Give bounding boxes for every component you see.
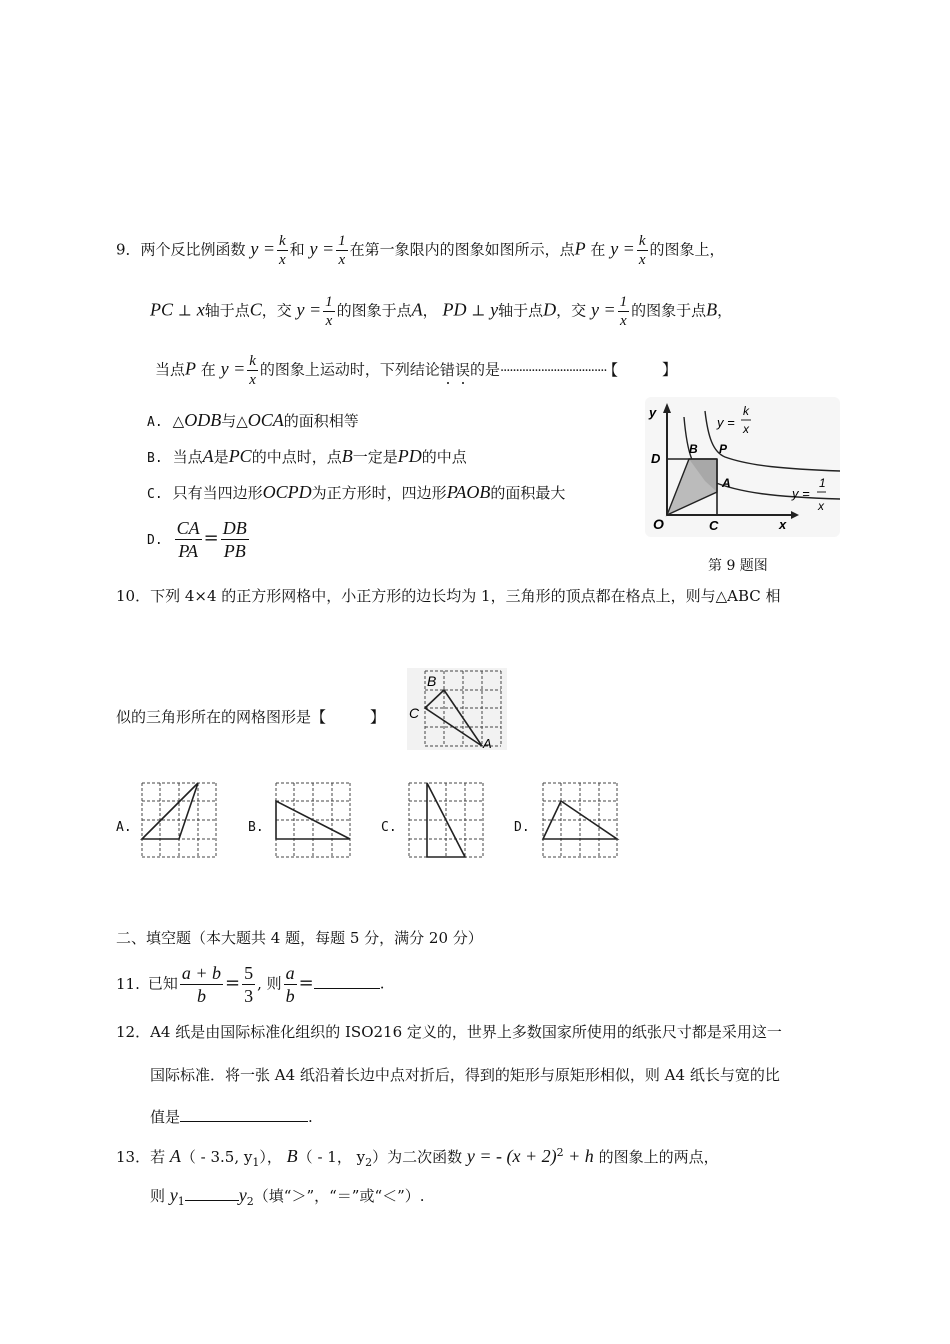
fig-P: P bbox=[719, 442, 728, 456]
ref-label-B: B bbox=[427, 673, 437, 689]
q10-option-c-label[interactable]: C. bbox=[381, 820, 397, 835]
svg-text:y =: y = bbox=[792, 486, 810, 501]
q9-line3: 当点P 在 y = $\frac{k}{x}$ 的图象上运动时，下列结论错误的是·································· 【 】 bbox=[155, 353, 677, 388]
answer-blank[interactable] bbox=[185, 1186, 239, 1201]
q10-reference-figure bbox=[407, 668, 507, 750]
q10-option-a-grid[interactable] bbox=[139, 780, 219, 860]
q10-option-b-label[interactable]: B. bbox=[248, 820, 264, 835]
fraction-k-over-x: $\frac{k}{x}$ bbox=[249, 353, 256, 388]
q10-option-d-label[interactable]: D. bbox=[514, 820, 530, 835]
fraction-a-plus-b-over-b: $\frac{a + b}{b}$ bbox=[181, 963, 222, 1006]
section-2-title: 二、填空题（本大题共 4 题，每题 5 分，满分 20 分） bbox=[116, 929, 483, 947]
q10-option-a-label[interactable]: A. bbox=[116, 820, 132, 835]
leader-dots: ·································· bbox=[499, 363, 607, 379]
q10-option-c-grid[interactable] bbox=[406, 780, 486, 860]
q10-line1: 10．下列 4×4 的正方形网格中，小正方形的边长均为 1，三角形的顶点都在格点上，则与△ABC 相 bbox=[116, 587, 781, 605]
fig-D: D bbox=[651, 451, 661, 466]
q12-line3: 值是 . bbox=[150, 1108, 313, 1126]
q13-line1: 13．若 A（ - 3.5, $y_1$）， B（ - 1， $y_2$）为二次函数 y = - $(x + 2)^2 + h$ 的图象上的两点， bbox=[116, 1146, 719, 1169]
q10-line2: 似的三角形所在的网格图形是【 】 bbox=[116, 708, 386, 726]
q11: 11. 已知 $\frac{a + b}{b}$ = $\frac{5}{3}$ , 则 $\frac{a}{b}$ = . bbox=[116, 963, 385, 1006]
fig-B: B bbox=[689, 442, 698, 456]
fig-y-axis: y bbox=[649, 405, 657, 420]
ref-label-A: A bbox=[483, 736, 492, 751]
fig-C: C bbox=[709, 518, 719, 533]
q9-option-c[interactable]: C. 只有当四边形OCPD为正方形时，四边形PAOB的面积最大 bbox=[147, 482, 566, 502]
q9-option-d[interactable]: D. $\frac{CA}{PA}$ = $\frac{DB}{PB}$ bbox=[147, 518, 247, 561]
svg-text:y =: y = bbox=[717, 415, 735, 430]
fig-O: O bbox=[653, 516, 664, 532]
fraction-ca-over-pa: $\frac{CA}{PA}$ bbox=[176, 518, 200, 561]
fig-x-axis: x bbox=[779, 517, 787, 532]
ref-label-C: C bbox=[409, 705, 420, 721]
fraction-db-over-pb: $\frac{DB}{PB}$ bbox=[222, 518, 247, 561]
answer-bracket-right: 】 bbox=[661, 360, 677, 379]
q9-option-a[interactable]: A. △ODB与△OCA的面积相等 bbox=[147, 410, 359, 430]
q13-line2: 则 $y_1$ $y_2$（填“＞”，“＝”或“＜”）. bbox=[150, 1185, 425, 1208]
answer-bracket-left: 【 bbox=[610, 360, 618, 379]
q10-option-b-grid[interactable] bbox=[273, 780, 353, 860]
svg-text:x: x bbox=[818, 499, 824, 513]
fraction-1-over-x: $\frac{1}{x}$ bbox=[338, 233, 346, 268]
svg-text:1: 1 bbox=[819, 476, 826, 490]
q9-line2: PC ⊥ x轴于点C，交 y = $\frac{1}{x}$ 的图象于点A， PD ⊥ y轴于点D，交 y = $\frac{1}{x}$ 的图象于点B， bbox=[150, 294, 733, 329]
q9-number: 9． bbox=[116, 240, 141, 259]
fraction-1-over-x: $\frac{1}{x}$ bbox=[325, 294, 333, 329]
fraction-1-over-x: $\frac{1}{x}$ bbox=[619, 294, 628, 329]
emphasis-char: 错 bbox=[439, 360, 455, 379]
fraction-5-over-3: $\frac{5}{3}$ bbox=[244, 963, 254, 1006]
emphasis-char: 误 bbox=[454, 360, 470, 379]
answer-blank[interactable] bbox=[180, 1107, 308, 1122]
fraction-k-over-x: $\frac{k}{x}$ bbox=[278, 233, 286, 268]
fraction-a-over-b: $\frac{a}{b}$ bbox=[285, 963, 295, 1006]
fig-A: A bbox=[722, 476, 731, 490]
q12-line1: 12．A4 纸是由国际标准化组织的 ISO216 定义的，世界上多数国家所使用的纸张尺寸都是采用这一 bbox=[116, 1023, 782, 1041]
answer-blank[interactable] bbox=[314, 974, 380, 989]
q10-option-d-grid[interactable] bbox=[540, 780, 620, 860]
fraction-k-over-x: $\frac{k}{x}$ bbox=[638, 233, 646, 268]
q9-figure bbox=[645, 397, 840, 537]
svg-text:k: k bbox=[743, 404, 749, 418]
q9-figure-caption: 第 9 题图 bbox=[708, 558, 768, 574]
q12-line2: 国际标准．将一张 A4 纸沿着长边中点对折后，得到的矩形与原矩形相似，则 A4 纸长与宽的比 bbox=[150, 1066, 780, 1084]
q9-line1: 9．两个反比例函数 y = $\frac{k}{x}$ 和 y = $\frac{1}{x}$ 在第一象限内的图象如图所示，点P 在 y = $\frac{k}{x}$ 的图象上， bbox=[116, 233, 725, 268]
svg-text:x: x bbox=[743, 422, 749, 436]
q9-option-b[interactable]: B. 当点A是PC的中点时，点B一定是PD的中点 bbox=[147, 446, 467, 466]
